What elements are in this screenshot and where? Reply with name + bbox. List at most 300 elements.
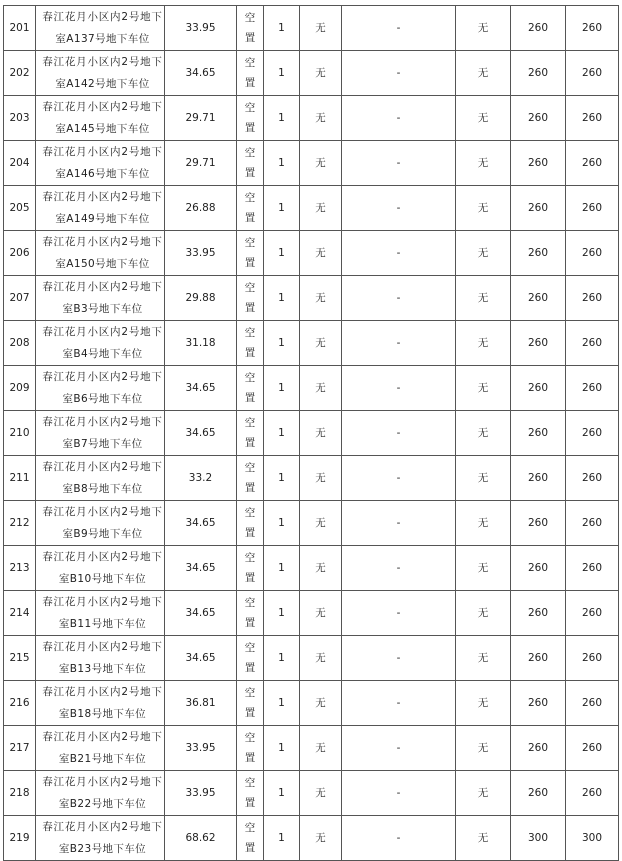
status-char-2: 置 [244, 122, 256, 134]
row-number-cell [4, 726, 36, 771]
quantity-value: 1 [278, 157, 285, 169]
status-char-2: 置 [244, 752, 256, 764]
quantity-cell [264, 726, 300, 771]
encumbrance-value: 无 [315, 787, 326, 799]
total-price-cell [566, 276, 619, 321]
status-char-2: 置 [244, 482, 256, 494]
status-char-2: 置 [244, 437, 256, 449]
encumbrance-cell [300, 411, 342, 456]
status-char-2: 置 [244, 572, 256, 584]
quantity-value: 1 [278, 742, 285, 754]
row-number: 206 [9, 247, 30, 259]
total-price-cell [566, 501, 619, 546]
status-char-2: 置 [244, 797, 256, 809]
description-line-2: 室A137号地下车位 [55, 33, 150, 45]
quantity-cell [264, 96, 300, 141]
encumbrance-value: 无 [315, 67, 326, 79]
unit-price-value: 260 [527, 472, 549, 484]
description-line-1: 春江花月小区内2号地下 [42, 821, 163, 833]
rights-value: - [396, 22, 401, 34]
rights-cell [342, 231, 456, 276]
encumbrance-value: 无 [315, 562, 326, 574]
other-cell [456, 591, 511, 636]
total-price-value: 260 [581, 742, 603, 754]
rights-value: - [396, 247, 401, 259]
area-value: 33.95 [185, 787, 216, 799]
rights-cell [342, 546, 456, 591]
total-price-value: 260 [581, 652, 603, 664]
rights-value: - [396, 427, 401, 439]
description-line-1: 春江花月小区内2号地下 [42, 371, 163, 383]
other-value: 无 [477, 22, 489, 34]
encumbrance-cell [300, 276, 342, 321]
total-price-cell [566, 6, 619, 51]
total-price-value: 300 [581, 832, 603, 844]
other-cell [456, 276, 511, 321]
table-row [4, 321, 619, 366]
status-char-1: 空 [244, 102, 256, 114]
quantity-cell [264, 501, 300, 546]
area-value: 29.71 [185, 157, 216, 169]
area-value: 36.81 [185, 697, 216, 709]
quantity-cell [264, 231, 300, 276]
area-cell [165, 501, 237, 546]
description-line-1: 春江花月小区内2号地下 [42, 416, 163, 428]
encumbrance-value: 无 [315, 382, 326, 394]
encumbrance-value: 无 [315, 337, 326, 349]
row-number-cell [4, 231, 36, 276]
unit-price-cell [511, 231, 566, 276]
quantity-value: 1 [278, 787, 285, 799]
area-cell [165, 321, 237, 366]
row-number: 216 [9, 697, 30, 709]
other-value: 无 [477, 157, 489, 169]
total-price-value: 260 [581, 787, 603, 799]
area-value: 68.62 [185, 832, 216, 844]
encumbrance-value: 无 [315, 22, 326, 34]
table-row [4, 726, 619, 771]
quantity-value: 1 [278, 697, 285, 709]
other-value: 无 [477, 562, 489, 574]
rights-value: - [396, 607, 401, 619]
description-line-1: 春江花月小区内2号地下 [42, 551, 163, 563]
area-cell [165, 591, 237, 636]
rights-value: - [396, 697, 401, 709]
status-cell [237, 636, 264, 681]
status-cell [237, 141, 264, 186]
quantity-cell [264, 636, 300, 681]
other-cell [456, 51, 511, 96]
quantity-cell [264, 51, 300, 96]
unit-price-value: 260 [527, 427, 549, 439]
rights-cell [342, 96, 456, 141]
other-cell [456, 231, 511, 276]
quantity-value: 1 [278, 112, 285, 124]
row-number: 212 [9, 517, 30, 529]
total-price-value: 260 [581, 67, 603, 79]
encumbrance-value: 无 [315, 202, 326, 214]
row-number-cell [4, 276, 36, 321]
status-cell [237, 726, 264, 771]
other-cell [456, 546, 511, 591]
rights-value: - [396, 472, 401, 484]
total-price-cell [566, 411, 619, 456]
other-cell [456, 501, 511, 546]
encumbrance-value: 无 [315, 832, 326, 844]
description-cell [36, 726, 165, 771]
area-cell [165, 456, 237, 501]
status-char-2: 置 [244, 617, 256, 629]
status-char-2: 置 [244, 302, 256, 314]
description-cell [36, 546, 165, 591]
area-cell [165, 141, 237, 186]
table-row [4, 366, 619, 411]
description-line-2: 室B8号地下车位 [62, 483, 143, 495]
unit-price-value: 260 [527, 652, 549, 664]
total-price-cell [566, 726, 619, 771]
unit-price-cell [511, 681, 566, 726]
row-number: 205 [9, 202, 30, 214]
area-value: 34.65 [185, 427, 216, 439]
status-char-2: 置 [244, 662, 256, 674]
area-value: 33.95 [185, 247, 216, 259]
row-number: 208 [9, 337, 30, 349]
description-line-2: 室A145号地下车位 [55, 123, 150, 135]
quantity-cell [264, 411, 300, 456]
quantity-cell [264, 141, 300, 186]
row-number-cell [4, 321, 36, 366]
rights-cell [342, 771, 456, 816]
total-price-value: 260 [581, 157, 603, 169]
quantity-cell [264, 6, 300, 51]
unit-price-cell [511, 546, 566, 591]
unit-price-cell [511, 186, 566, 231]
rights-cell [342, 186, 456, 231]
total-price-value: 260 [581, 202, 603, 214]
description-line-1: 春江花月小区内2号地下 [42, 641, 163, 653]
quantity-value: 1 [278, 607, 285, 619]
description-cell [36, 186, 165, 231]
quantity-value: 1 [278, 67, 285, 79]
description-line-2: 室B21号地下车位 [58, 753, 147, 765]
unit-price-value: 260 [527, 562, 549, 574]
other-cell [456, 726, 511, 771]
description-line-2: 室A142号地下车位 [55, 78, 150, 90]
total-price-value: 260 [581, 517, 603, 529]
row-number-cell [4, 681, 36, 726]
status-char-1: 空 [244, 282, 256, 294]
table-row [4, 681, 619, 726]
table-row [4, 501, 619, 546]
rights-value: - [396, 517, 401, 529]
encumbrance-value: 无 [315, 517, 326, 529]
total-price-cell [566, 636, 619, 681]
row-number-cell [4, 366, 36, 411]
encumbrance-cell [300, 501, 342, 546]
quantity-value: 1 [278, 247, 285, 259]
unit-price-cell [511, 321, 566, 366]
unit-price-value: 260 [527, 697, 549, 709]
table-row [4, 771, 619, 816]
table-row [4, 231, 619, 276]
area-value: 29.88 [185, 292, 216, 304]
status-cell [237, 411, 264, 456]
rights-cell [342, 141, 456, 186]
area-cell [165, 6, 237, 51]
rights-value: - [396, 157, 401, 169]
description-cell [36, 456, 165, 501]
status-cell [237, 231, 264, 276]
row-number-cell [4, 456, 36, 501]
row-number-cell [4, 51, 36, 96]
table-row [4, 636, 619, 681]
total-price-cell [566, 816, 619, 861]
unit-price-value: 260 [527, 157, 549, 169]
other-cell [456, 366, 511, 411]
quantity-value: 1 [278, 562, 285, 574]
description-line-2: 室B7号地下车位 [62, 438, 143, 450]
area-value: 34.65 [185, 382, 216, 394]
status-char-1: 空 [244, 687, 256, 699]
unit-price-cell [511, 6, 566, 51]
unit-price-value: 260 [527, 22, 549, 34]
encumbrance-value: 无 [315, 697, 326, 709]
total-price-cell [566, 186, 619, 231]
quantity-value: 1 [278, 517, 285, 529]
rights-cell [342, 726, 456, 771]
other-value: 无 [477, 382, 489, 394]
rights-value: - [396, 562, 401, 574]
status-cell [237, 681, 264, 726]
encumbrance-value: 无 [315, 157, 326, 169]
status-char-1: 空 [244, 237, 256, 249]
other-cell [456, 681, 511, 726]
status-char-2: 置 [244, 257, 256, 269]
unit-price-value: 260 [527, 67, 549, 79]
encumbrance-cell [300, 96, 342, 141]
rights-value: - [396, 112, 401, 124]
row-number-cell [4, 501, 36, 546]
encumbrance-cell [300, 636, 342, 681]
status-cell [237, 96, 264, 141]
description-line-2: 室A150号地下车位 [55, 258, 150, 270]
description-line-1: 春江花月小区内2号地下 [42, 596, 163, 608]
total-price-value: 260 [581, 247, 603, 259]
description-line-2: 室A146号地下车位 [55, 168, 150, 180]
row-number: 215 [9, 652, 30, 664]
area-cell [165, 771, 237, 816]
unit-price-value: 260 [527, 607, 549, 619]
unit-price-value: 260 [527, 292, 549, 304]
rights-cell [342, 276, 456, 321]
status-cell [237, 816, 264, 861]
encumbrance-cell [300, 231, 342, 276]
description-cell [36, 636, 165, 681]
other-value: 无 [477, 787, 489, 799]
other-cell [456, 636, 511, 681]
other-cell [456, 321, 511, 366]
parking-space-table [3, 5, 619, 861]
description-cell [36, 411, 165, 456]
status-char-2: 置 [244, 392, 256, 404]
total-price-cell [566, 456, 619, 501]
quantity-value: 1 [278, 292, 285, 304]
area-cell [165, 411, 237, 456]
description-line-1: 春江花月小区内2号地下 [42, 776, 163, 788]
encumbrance-value: 无 [315, 742, 326, 754]
area-value: 33.95 [185, 22, 216, 34]
description-line-1: 春江花月小区内2号地下 [42, 506, 163, 518]
other-value: 无 [477, 517, 489, 529]
unit-price-value: 260 [527, 337, 549, 349]
quantity-value: 1 [278, 202, 285, 214]
status-cell [237, 501, 264, 546]
unit-price-cell [511, 366, 566, 411]
description-cell [36, 501, 165, 546]
description-line-1: 春江花月小区内2号地下 [42, 11, 163, 23]
other-cell [456, 96, 511, 141]
status-char-2: 置 [244, 842, 256, 854]
total-price-value: 260 [581, 472, 603, 484]
row-number: 214 [9, 607, 30, 619]
area-value: 34.65 [185, 652, 216, 664]
total-price-cell [566, 366, 619, 411]
encumbrance-cell [300, 51, 342, 96]
status-char-1: 空 [244, 507, 256, 519]
row-number-cell [4, 591, 36, 636]
description-line-2: 室B11号地下车位 [58, 618, 147, 630]
area-cell [165, 546, 237, 591]
unit-price-cell [511, 411, 566, 456]
description-line-1: 春江花月小区内2号地下 [42, 236, 163, 248]
row-number: 209 [9, 382, 30, 394]
area-cell [165, 51, 237, 96]
total-price-cell [566, 51, 619, 96]
encumbrance-value: 无 [315, 607, 326, 619]
table-row [4, 546, 619, 591]
encumbrance-value: 无 [315, 247, 326, 259]
table-row [4, 96, 619, 141]
total-price-value: 260 [581, 22, 603, 34]
status-char-1: 空 [244, 777, 256, 789]
description-line-1: 春江花月小区内2号地下 [42, 686, 163, 698]
description-line-1: 春江花月小区内2号地下 [42, 326, 163, 338]
other-value: 无 [477, 112, 489, 124]
description-line-1: 春江花月小区内2号地下 [42, 731, 163, 743]
total-price-cell [566, 771, 619, 816]
description-cell [36, 681, 165, 726]
other-value: 无 [477, 742, 489, 754]
total-price-value: 260 [581, 562, 603, 574]
unit-price-cell [511, 276, 566, 321]
area-value: 31.18 [185, 337, 216, 349]
other-cell [456, 816, 511, 861]
rights-cell [342, 366, 456, 411]
area-cell [165, 726, 237, 771]
description-line-1: 春江花月小区内2号地下 [42, 56, 163, 68]
status-cell [237, 276, 264, 321]
unit-price-value: 260 [527, 787, 549, 799]
description-cell [36, 141, 165, 186]
other-value: 无 [477, 337, 489, 349]
unit-price-cell [511, 96, 566, 141]
row-number: 218 [9, 787, 30, 799]
total-price-cell [566, 141, 619, 186]
quantity-cell [264, 186, 300, 231]
other-value: 无 [477, 67, 489, 79]
description-line-2: 室B6号地下车位 [62, 393, 143, 405]
rights-value: - [396, 67, 401, 79]
quantity-value: 1 [278, 337, 285, 349]
unit-price-value: 260 [527, 517, 549, 529]
description-line-2: 室A149号地下车位 [55, 213, 150, 225]
encumbrance-cell [300, 366, 342, 411]
row-number-cell [4, 771, 36, 816]
table-row [4, 276, 619, 321]
quantity-value: 1 [278, 472, 285, 484]
encumbrance-cell [300, 816, 342, 861]
total-price-value: 260 [581, 697, 603, 709]
encumbrance-cell [300, 141, 342, 186]
quantity-cell [264, 816, 300, 861]
other-value: 无 [477, 607, 489, 619]
encumbrance-value: 无 [315, 472, 326, 484]
total-price-cell [566, 96, 619, 141]
rights-cell [342, 591, 456, 636]
other-value: 无 [477, 247, 489, 259]
status-char-1: 空 [244, 57, 256, 69]
area-cell [165, 276, 237, 321]
encumbrance-cell [300, 546, 342, 591]
other-value: 无 [477, 472, 489, 484]
area-cell [165, 231, 237, 276]
quantity-value: 1 [278, 382, 285, 394]
description-line-2: 室B23号地下车位 [58, 843, 147, 855]
rights-value: - [396, 337, 401, 349]
status-char-1: 空 [244, 642, 256, 654]
rights-value: - [396, 832, 401, 844]
unit-price-value: 260 [527, 247, 549, 259]
description-line-2: 室B3号地下车位 [62, 303, 143, 315]
row-number: 203 [9, 112, 30, 124]
row-number-cell [4, 411, 36, 456]
encumbrance-cell [300, 726, 342, 771]
total-price-value: 260 [581, 427, 603, 439]
row-number: 201 [9, 22, 30, 34]
rights-value: - [396, 652, 401, 664]
area-cell [165, 96, 237, 141]
other-cell [456, 771, 511, 816]
status-char-1: 空 [244, 192, 256, 204]
other-cell [456, 411, 511, 456]
table-row [4, 456, 619, 501]
table-row [4, 816, 619, 861]
row-number-cell [4, 816, 36, 861]
area-value: 29.71 [185, 112, 216, 124]
row-number-cell [4, 6, 36, 51]
status-char-1: 空 [244, 147, 256, 159]
quantity-cell [264, 321, 300, 366]
rights-cell [342, 411, 456, 456]
quantity-cell [264, 546, 300, 591]
area-value: 33.2 [188, 472, 213, 484]
total-price-value: 260 [581, 292, 603, 304]
status-char-1: 空 [244, 552, 256, 564]
rights-cell [342, 681, 456, 726]
table-row [4, 6, 619, 51]
unit-price-cell [511, 456, 566, 501]
status-char-1: 空 [244, 12, 256, 24]
